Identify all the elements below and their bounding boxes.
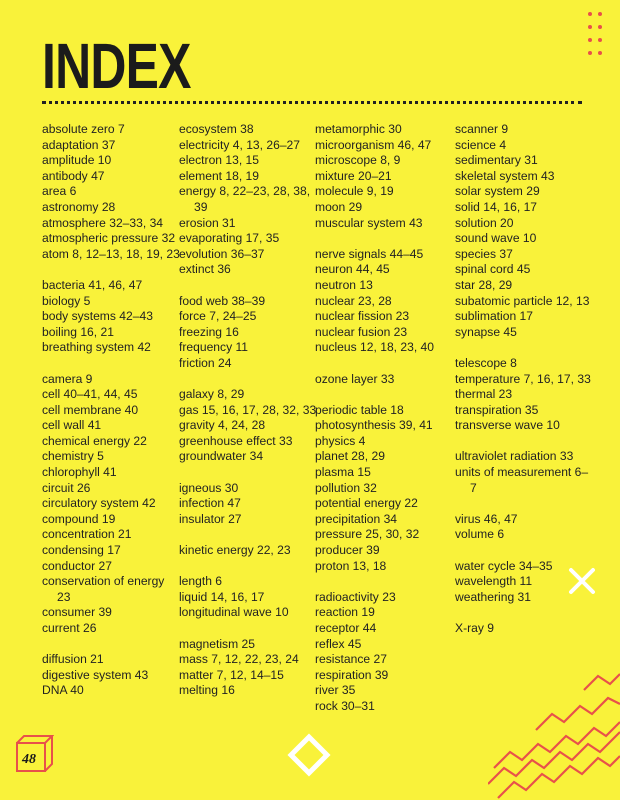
index-column-1 [42, 122, 180, 699]
entry-gap [315, 574, 453, 590]
page-title: INDEX [42, 30, 191, 102]
index-entry: consumer 39 [42, 605, 112, 620]
index-entry: element 18, 19 [179, 168, 260, 183]
entry-gap [179, 621, 317, 637]
index-column-4 [455, 122, 593, 637]
index-entry: force 7, 24–25 [179, 309, 257, 324]
dotted-divider [42, 101, 582, 104]
entry-gap [455, 543, 593, 559]
entry-gap [315, 387, 453, 403]
index-entry: conservation of energy 23 [42, 574, 165, 604]
index-entry: conductor 27 [42, 558, 112, 573]
index-entry: electron 13, 15 [179, 153, 260, 168]
index-entry: energy 8, 22–23, 28, 38, 39 [179, 184, 311, 214]
index-entry: digestive system 43 [42, 667, 149, 682]
index-entry: solid 14, 16, 17 [455, 199, 538, 214]
index-entry: microorganism 46, 47 [315, 137, 432, 152]
index-entry: star 28, 29 [455, 277, 513, 292]
index-entry: chemistry 5 [42, 449, 104, 464]
index-entry: metamorphic 30 [315, 122, 402, 136]
index-entry: nuclear 23, 28 [315, 293, 392, 308]
index-entry: gravity 4, 24, 28 [179, 418, 266, 433]
index-entry: chlorophyll 41 [42, 465, 117, 480]
index-entry: scanner 9 [455, 122, 509, 136]
index-entry: neuron 44, 45 [315, 262, 390, 277]
index-entry: evaporating 17, 35 [179, 231, 280, 246]
index-entry: frequency 11 [179, 340, 249, 355]
cross-decoration [568, 567, 596, 595]
index-entry: ultraviolet radiation 33 [455, 449, 574, 464]
index-entry: reaction 19 [315, 605, 375, 620]
index-entry: solution 20 [455, 215, 514, 230]
index-entry: insulator 27 [179, 511, 242, 526]
index-entry: food web 38–39 [179, 293, 266, 308]
index-entry: pollution 32 [315, 480, 377, 495]
entry-gap [42, 262, 180, 278]
index-entry: plasma 15 [315, 465, 371, 480]
index-entry: microscope 8, 9 [315, 153, 401, 168]
index-entry: planet 28, 29 [315, 449, 385, 464]
index-entry: circuit 26 [42, 480, 91, 495]
index-entry: molecule 9, 19 [315, 184, 394, 199]
index-entry: absolute zero 7 [42, 122, 125, 136]
index-entry: friction 24 [179, 355, 232, 370]
index-entry: mass 7, 12, 22, 23, 24 [179, 652, 299, 667]
index-entry: physics 4 [315, 433, 366, 448]
index-entry: infection 47 [179, 496, 241, 511]
entry-gap [42, 637, 180, 653]
index-entry: length 6 [179, 574, 223, 589]
index-entry: groundwater 34 [179, 449, 264, 464]
index-entry: nuclear fusion 23 [315, 324, 408, 339]
entry-gap [42, 356, 180, 372]
entry-gap [315, 231, 453, 247]
index-entry: adaptation 37 [42, 137, 116, 152]
index-entry: kinetic energy 22, 23 [179, 543, 291, 558]
entry-gap [179, 527, 317, 543]
entry-gap [455, 434, 593, 450]
index-entry: sound wave 10 [455, 231, 537, 246]
index-entry: volume 6 [455, 527, 505, 542]
entry-gap [179, 278, 317, 294]
index-entry: bacteria 41, 46, 47 [42, 277, 143, 292]
index-entry: subatomic particle 12, 13 [455, 293, 590, 308]
index-entry: units of measurement 6–7 [455, 465, 589, 495]
index-entry: science 4 [455, 137, 507, 152]
index-entry: astronomy 28 [42, 199, 116, 214]
zigzag-decoration [488, 660, 620, 800]
index-entry: moon 29 [315, 199, 363, 214]
index-entry: pressure 25, 30, 32 [315, 527, 420, 542]
index-entry: diffusion 21 [42, 652, 104, 667]
index-entry: galaxy 8, 29 [179, 387, 245, 402]
page-number: 48 [22, 752, 36, 767]
index-entry: thermal 23 [455, 387, 513, 402]
index-entry: ozone layer 33 [315, 371, 395, 386]
index-entry: atmospheric pressure 32 [42, 231, 176, 246]
index-entry: concentration 21 [42, 527, 132, 542]
index-entry: breathing system 42 [42, 340, 151, 355]
index-entry: gas 15, 16, 17, 28, 32, 33 [179, 402, 317, 417]
index-entry: temperature 7, 16, 17, 33 [455, 371, 591, 386]
index-entry: periodic table 18 [315, 402, 404, 417]
index-entry: cell wall 41 [42, 418, 102, 433]
index-entry: camera 9 [42, 371, 93, 386]
index-entry: receptor 44 [315, 621, 377, 635]
index-entry: compound 19 [42, 511, 116, 526]
index-entry: X-ray 9 [455, 621, 494, 635]
index-entry: proton 13, 18 [315, 558, 387, 573]
index-entry: current 26 [42, 621, 97, 635]
index-entry: atmosphere 32–33, 34 [42, 215, 164, 230]
index-entry: melting 16 [179, 683, 235, 698]
index-entry: potential energy 22 [315, 496, 418, 511]
index-column-2 [179, 122, 317, 699]
index-column-3 [315, 122, 453, 715]
index-entry: muscular system 43 [315, 215, 423, 230]
index-entry: respiration 39 [315, 667, 389, 682]
index-entry: boiling 16, 21 [42, 324, 114, 339]
index-entry: cell 40–41, 44, 45 [42, 387, 138, 402]
index-entry: electricity 4, 13, 26–27 [179, 137, 301, 152]
entry-gap [315, 356, 453, 372]
index-entry: atom 8, 12–13, 18, 19, 23 [42, 246, 180, 261]
index-entry: virus 46, 47 [455, 511, 518, 526]
index-entry: transpiration 35 [455, 402, 539, 417]
index-entry: freezing 16 [179, 324, 239, 339]
index-entry: resistance 27 [315, 652, 387, 667]
index-entry: matter 7, 12, 14–15 [179, 667, 284, 682]
dot-grid-decoration [586, 10, 610, 60]
index-entry: river 35 [315, 683, 356, 698]
index-entry: nucleus 12, 18, 23, 40 [315, 340, 435, 355]
entry-gap [455, 605, 593, 621]
index-entry: circulatory system 42 [42, 496, 156, 511]
index-entry: sedimentary 31 [455, 153, 538, 168]
index-entry: water cycle 34–35 [455, 558, 553, 573]
index-entry: antibody 47 [42, 168, 105, 183]
entry-gap [455, 496, 593, 512]
entry-gap [179, 559, 317, 575]
index-entry: reflex 45 [315, 636, 362, 651]
index-entry: longitudinal wave 10 [179, 605, 289, 620]
index-entry: spinal cord 45 [455, 262, 531, 277]
index-entry: solar system 29 [455, 184, 540, 199]
entry-gap [455, 340, 593, 356]
index-entry: DNA 40 [42, 683, 84, 698]
index-entry: erosion 31 [179, 215, 236, 230]
index-entry: weathering 31 [455, 589, 531, 604]
index-entry: area 6 [42, 184, 77, 199]
index-entry: amplitude 10 [42, 153, 112, 168]
index-entry: precipitation 34 [315, 511, 398, 526]
index-entry: skeletal system 43 [455, 168, 555, 183]
index-entry: ecosystem 38 [179, 122, 254, 136]
index-entry: wavelength 11 [455, 574, 533, 589]
index-entry: body systems 42–43 [42, 309, 153, 324]
index-entry: condensing 17 [42, 543, 121, 558]
index-entry: transverse wave 10 [455, 418, 560, 433]
index-entry: nuclear fission 23 [315, 309, 410, 324]
index-entry: biology 5 [42, 293, 91, 308]
diamond-decoration [287, 733, 331, 777]
index-entry: magnetism 25 [179, 636, 255, 651]
index-entry: igneous 30 [179, 480, 239, 495]
index-entry: chemical energy 22 [42, 433, 147, 448]
index-entry: radioactivity 23 [315, 589, 396, 604]
index-entry: sublimation 17 [455, 309, 533, 324]
index-entry: extinct 36 [179, 262, 231, 277]
entry-gap [179, 465, 317, 481]
index-entry: producer 39 [315, 543, 380, 558]
index-entry: neutron 13 [315, 277, 373, 292]
index-entry: synapse 45 [455, 324, 517, 339]
index-entry: rock 30–31 [315, 698, 375, 713]
index-entry: evolution 36–37 [179, 246, 265, 261]
index-entry: nerve signals 44–45 [315, 246, 424, 261]
index-entry: mixture 20–21 [315, 168, 392, 183]
index-entry: telescope 8 [455, 355, 517, 370]
index-entry: liquid 14, 16, 17 [179, 589, 265, 604]
entry-gap [179, 372, 317, 388]
index-entry: species 37 [455, 246, 513, 261]
index-entry: greenhouse effect 33 [179, 433, 293, 448]
index-entry: cell membrane 40 [42, 402, 139, 417]
index-entry: photosynthesis 39, 41 [315, 418, 433, 433]
